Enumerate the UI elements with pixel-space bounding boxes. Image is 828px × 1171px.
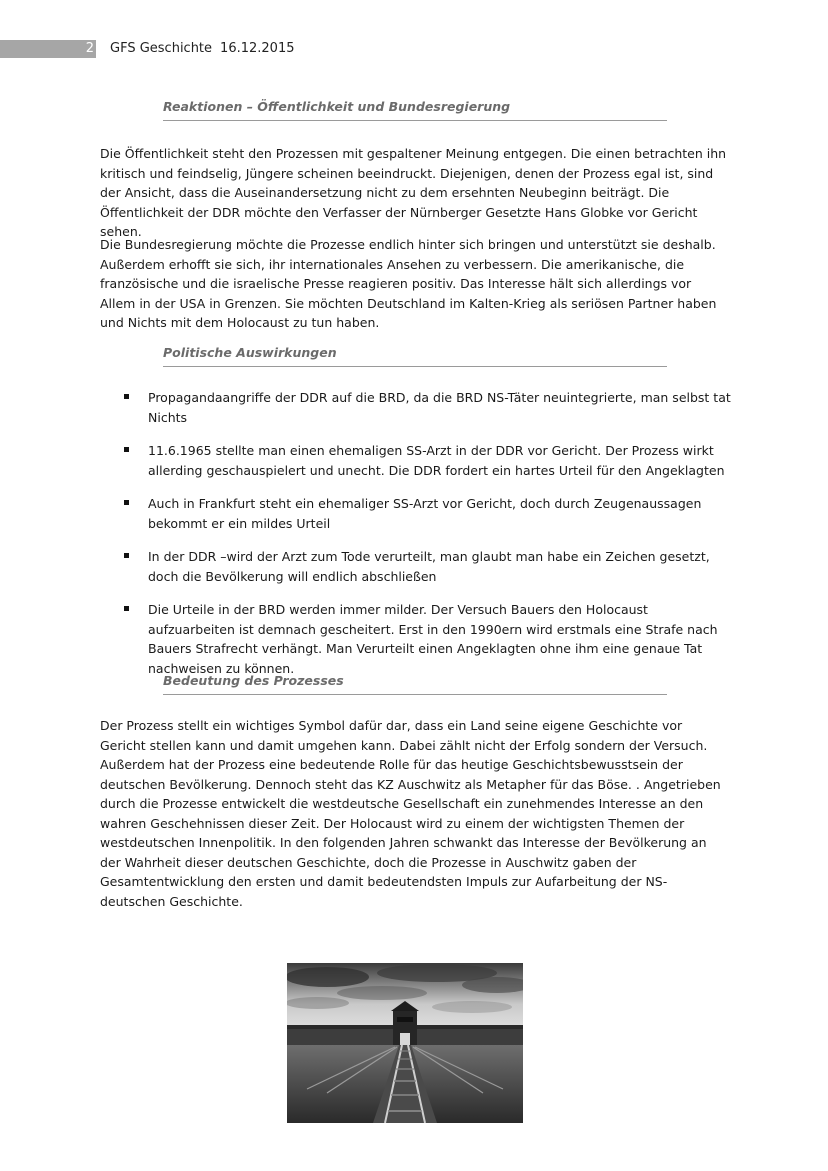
bullet-icon xyxy=(124,500,129,505)
document-title: GFS Geschichte xyxy=(110,41,213,56)
railway-gate-photo xyxy=(287,963,523,1123)
heading-politische-auswirkungen: Politische Auswirkungen xyxy=(163,345,667,367)
list-item xyxy=(122,547,732,586)
paragraph-oeffentlichkeit: Die Öffentlichkeit steht den Prozessen mit gespaltener Meinung entgegen. Die einen betrachten ihn kritisch und feindselig, Jüngere scheinen beeindruckt. Diejenigen, denen der Prozess egal ist, sind der Ansicht, dass die Auseinandersetzung nicht zu dem ersehnten Neubeginn beiträgt. Die Öffentlichkeit der DDR möchte den Verfasser der Nürnberger Gesetzte Hans Globke vor Gericht sehen. xyxy=(100,146,727,239)
document-header xyxy=(110,40,302,58)
page-number: 2 xyxy=(85,41,94,56)
list-item xyxy=(122,600,732,678)
list-item-text: Die Urteile in der BRD werden immer milder. Der Versuch Bauers den Holocaust aufzuarbeiten ist demnach gescheitert. Erst in den 1990ern wird erstmals eine Strafe nach Bauers Strafrecht verhängt. Man Verurteilt einen Angeklagten ohne ihm eine genaue Tat nachweisen zu können. xyxy=(148,602,718,676)
list-item-text: Propagandaangriffe der DDR auf die BRD, da die BRD NS-Täter neuintegrierte, man selbst tat Nichts xyxy=(148,390,731,425)
list-item-text: In der DDR –wird der Arzt zum Tode verurteilt, man glaubt man habe ein Zeichen gesetzt, doch die Bevölkerung will endlich abschließen xyxy=(148,549,710,584)
bullet-icon xyxy=(124,553,129,558)
paragraph-bedeutung: Der Prozess stellt ein wichtiges Symbol dafür dar, dass ein Land seine eigene Geschichte vor Gericht stellen kann und damit umgehen kann. Dabei zählt nicht der Erfolg sondern der Versuch. Außerdem hat der Prozess eine bedeutende Rolle für das heutige Geschichtsbewusstsein der deutschen Bevölkerung. Dennoch steht das KZ Auschwitz als Metapher für das Böse. . Angetrieben durch die Prozesse entwickelt die westdeutsche Gesellschaft ein zunehmendes Interesse an den wahren Geschehnissen dieser Zeit. Der Holocaust wird zu einem der wichtigsten Themen der westdeutschen Innenpolitik. In den folgenden Jahren schwankt das Interesse der Bevölkerung an der Wahrheit dieser deutschen Geschichte, doch die Prozesse in Auschwitz gaben der Gesamtentwicklung den ersten und damit bedeutendsten Impuls zur Aufarbeitung der NS-deutschen Geschichte. xyxy=(100,718,721,909)
list-item xyxy=(122,388,732,427)
list-item xyxy=(122,494,732,533)
bullet-icon xyxy=(124,394,129,399)
heading-reaktionen: Reaktionen – Öffentlichkeit und Bundesregierung xyxy=(163,99,667,121)
list-item xyxy=(122,441,732,480)
bullet-icon xyxy=(124,447,129,452)
bullet-icon xyxy=(124,606,129,611)
heading-bedeutung: Bedeutung des Prozesses xyxy=(163,673,667,695)
list-item-text: Auch in Frankfurt steht ein ehemaliger SS-Arzt vor Gericht, doch durch Zeugenaussagen bekommt er ein mildes Urteil xyxy=(148,496,702,531)
bullet-list xyxy=(122,388,732,692)
list-item-text: 11.6.1965 stellte man einen ehemaligen SS-Arzt in der DDR vor Gericht. Der Prozess wirkt allerding geschauspielert und unecht. Die DDR fordert ein hartes Urteil für den Angeklagten xyxy=(148,443,725,478)
paragraph-bundesregierung: Die Bundesregierung möchte die Prozesse endlich hinter sich bringen und unterstützt sie deshalb. Außerdem erhofft sie sich, ihr internationales Ansehen zu verbessern. Die amerikanische, die französische und die israelische Presse reagieren positiv. Das Interesse hält sich allerdings vor Allem in der USA in Grenzen. Sie möchten Deutschland im Kalten-Krieg als seriösen Partner haben und Nichts mit dem Holocaust zu tun haben. xyxy=(100,237,717,330)
document-date: 16.12.2015 xyxy=(220,41,295,56)
